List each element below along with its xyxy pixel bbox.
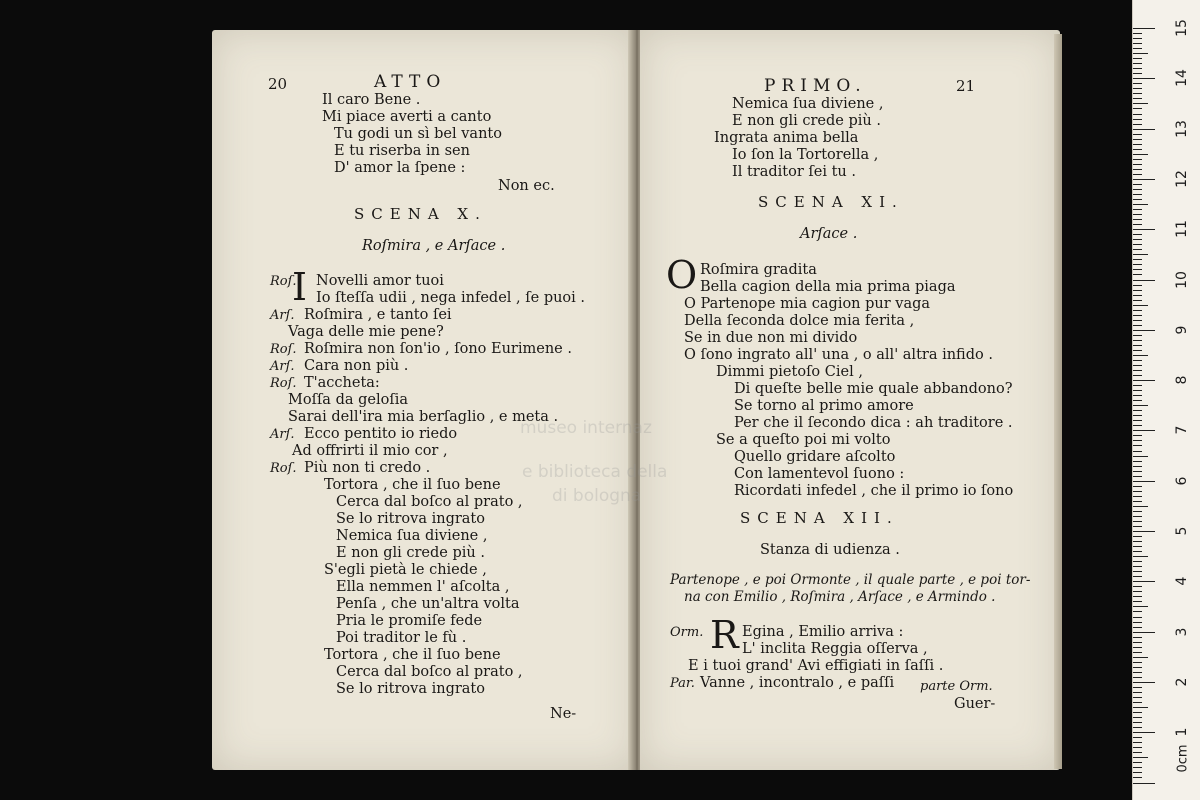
ruler-tick: [1133, 435, 1142, 436]
ruler-tick: [1133, 119, 1142, 120]
ruler-tick: [1133, 169, 1142, 170]
aside-direction: parte Orm.: [920, 679, 993, 694]
ruler-tick: [1133, 149, 1142, 150]
monologue-line: O Partenope mia cagion pur vaga: [684, 296, 931, 312]
ruler-tick: [1133, 581, 1155, 582]
ruler-tick: [1133, 506, 1148, 507]
ruler-tick: [1133, 58, 1142, 59]
verse-line: E tu riserba in sen: [334, 143, 470, 159]
speaker-label: Roſ.: [270, 274, 297, 289]
ruler-tick: [1133, 456, 1148, 457]
ruler-tick: [1133, 430, 1155, 431]
ruler-number: 10: [1174, 270, 1190, 289]
ruler-tick: [1133, 219, 1142, 220]
dialogue-line: Ella nemmen l' aſcolta ,: [336, 579, 510, 595]
ruler-tick: [1133, 591, 1142, 592]
ruler-tick: [1133, 440, 1142, 441]
ruler-tick: [1133, 340, 1142, 341]
ruler-tick: [1133, 214, 1142, 215]
ruler-tick: [1133, 78, 1155, 79]
ruler-number: 15: [1174, 19, 1190, 37]
dialogue-line: Se lo ritrova ingrato: [336, 681, 485, 697]
dialogue-line: Roſmira non ſon'io , ſono Eurimene .: [304, 341, 572, 357]
ruler-tick: [1133, 295, 1142, 296]
ruler-number: 13: [1174, 119, 1190, 138]
ruler-tick: [1133, 767, 1142, 768]
drop-cap: R: [710, 613, 739, 657]
catchword: Guer-: [954, 696, 996, 712]
dialogue-line: S'egli pietà le chiede ,: [324, 562, 487, 578]
ruler-tick: [1133, 315, 1142, 316]
verse-line: Il caro Bene .: [322, 92, 421, 108]
ruler-tick: [1133, 290, 1142, 291]
ruler-tick: [1133, 73, 1142, 74]
ruler-tick: [1133, 269, 1142, 270]
ruler-tick: [1133, 124, 1142, 125]
ruler-tick: [1133, 757, 1148, 758]
ruler-number: 11: [1174, 220, 1190, 239]
speaker-label: Orm.: [670, 625, 704, 640]
scene-title: SCENA XII.: [740, 509, 899, 527]
ruler-tick: [1133, 611, 1142, 612]
watermark-line: e biblioteca della: [522, 462, 668, 482]
verse-line: Non ec.: [498, 178, 555, 194]
speaker-label: Arſ.: [270, 359, 295, 374]
ruler-tick: [1133, 783, 1155, 784]
ruler-tick: [1133, 727, 1142, 728]
dialogue-line: Pria le promiſe fede: [336, 613, 483, 629]
ruler-number: 14: [1174, 69, 1190, 88]
monologue-line: Bella cagion della mia prima piaga: [700, 279, 956, 295]
ruler-tick: [1133, 144, 1142, 145]
ruler-tick: [1133, 325, 1142, 326]
monologue-line: Se a queſto poi mi volto: [716, 432, 891, 448]
ruler-tick: [1133, 335, 1142, 336]
ruler-tick: [1133, 320, 1142, 321]
monologue-line: Se in due non mi divido: [684, 330, 858, 346]
ruler-tick: [1133, 461, 1142, 462]
ruler-tick: [1133, 410, 1142, 411]
ruler-tick: [1133, 134, 1142, 135]
dialogue-line: Vanne , incontralo , e paſſi: [700, 675, 895, 691]
dialogue-line: Poi traditor le fù .: [336, 630, 467, 646]
ruler-tick: [1133, 516, 1142, 517]
ruler-unit-label: 0cm: [1175, 744, 1191, 773]
monologue-line: Quello gridare aſcolto: [734, 449, 896, 465]
ruler-tick: [1133, 662, 1142, 663]
dialogue-line: Cerca dal boſco al prato ,: [336, 494, 523, 510]
ruler-tick: [1133, 370, 1142, 371]
ruler-tick: [1133, 254, 1148, 255]
ruler-tick: [1133, 772, 1142, 773]
watermark-line: museo internaz: [520, 418, 652, 438]
dialogue-line: Se lo ritrova ingrato: [336, 511, 485, 527]
dialogue-line: Ad offrirti il mio cor ,: [292, 443, 448, 459]
ruler-tick: [1133, 129, 1155, 130]
stage-direction: Partenope , e poi Ormonte , il quale parte , e poi tor-: [670, 572, 1031, 588]
ruler-tick: [1133, 88, 1142, 89]
ruler-number: 4: [1174, 576, 1190, 586]
ruler-tick: [1133, 511, 1142, 512]
ruler-tick: [1133, 586, 1142, 587]
ruler-tick: [1133, 667, 1142, 668]
page-number: 20: [268, 75, 288, 93]
dialogue-line: Tortora , che il ſuo bene: [324, 647, 501, 663]
ruler-tick: [1133, 405, 1148, 406]
ruler-tick: [1133, 53, 1148, 54]
ruler-tick: [1133, 601, 1142, 602]
verse-line: Ingrata anima bella: [714, 130, 859, 146]
running-header: PRIMO.: [764, 76, 867, 96]
ruler-tick: [1133, 702, 1142, 703]
dialogue-line: L' inclita Reggia oſſerva ,: [742, 641, 928, 657]
ruler-tick: [1133, 194, 1142, 195]
dialogue-line: Moſſa da geloſia: [288, 392, 408, 408]
ruler-tick: [1133, 285, 1142, 286]
ruler-tick: [1133, 521, 1142, 522]
ruler-tick: [1133, 486, 1142, 487]
monologue-line: Roſmira gradita: [700, 262, 817, 278]
ruler-tick: [1133, 622, 1142, 623]
ruler-tick: [1133, 707, 1148, 708]
ruler-tick: [1133, 33, 1142, 34]
ruler-tick: [1133, 556, 1148, 557]
ruler-tick: [1133, 752, 1142, 753]
ruler-tick: [1133, 692, 1142, 693]
speaker-label: Roſ.: [270, 461, 297, 476]
speaker-label: Par.: [670, 676, 695, 691]
ruler-tick: [1133, 561, 1142, 562]
ruler-tick: [1133, 360, 1142, 361]
ruler-tick: [1133, 204, 1148, 205]
ruler-tick: [1133, 365, 1142, 366]
ruler-tick: [1133, 596, 1142, 597]
ruler-tick: [1133, 576, 1142, 577]
ruler-tick: [1133, 546, 1142, 547]
ruler-tick: [1133, 471, 1142, 472]
ruler-tick: [1133, 28, 1155, 29]
ruler-tick: [1133, 777, 1142, 778]
drop-cap: I: [292, 265, 308, 309]
monologue-line: Della ſeconda dolce mia ferita ,: [684, 313, 915, 329]
page-edge: [1054, 34, 1062, 769]
dialogue-line: E i tuoi grand' Avi effigiati in ſaſſi .: [688, 658, 944, 674]
ruler-tick: [1133, 184, 1142, 185]
ruler-tick: [1133, 305, 1148, 306]
ruler-number: 12: [1174, 169, 1190, 188]
ruler-tick: [1133, 652, 1142, 653]
ruler-tick: [1133, 687, 1142, 688]
ruler-tick: [1133, 244, 1142, 245]
dialogue-line: Cara non più .: [304, 358, 409, 374]
ruler-tick: [1133, 380, 1155, 381]
verse-line: E non gli crede più .: [732, 113, 881, 129]
ruler-tick: [1133, 98, 1142, 99]
ruler-tick: [1133, 496, 1142, 497]
ruler-tick: [1133, 737, 1142, 738]
ruler-tick: [1133, 536, 1142, 537]
ruler-tick: [1133, 712, 1142, 713]
ruler-tick: [1133, 762, 1142, 763]
ruler-number: 7: [1174, 425, 1190, 435]
scene-title: SCENA XI.: [758, 193, 904, 211]
ruler-tick: [1133, 642, 1142, 643]
ruler-tick: [1133, 717, 1142, 718]
dialogue-line: E non gli crede più .: [336, 545, 485, 561]
ruler-tick: [1133, 657, 1148, 658]
ruler-tick: [1133, 531, 1155, 532]
ruler-tick: [1133, 445, 1142, 446]
scene-characters: Arſace .: [800, 226, 858, 242]
verse-line: Nemica ſua diviene ,: [732, 96, 884, 112]
ruler-tick: [1133, 551, 1142, 552]
speaker-label: Arſ.: [270, 308, 295, 323]
monologue-line: Per che il ſecondo dica : ah traditore .: [734, 415, 1013, 431]
ruler-tick: [1133, 415, 1142, 416]
ruler-tick: [1133, 249, 1142, 250]
ruler-tick: [1133, 264, 1142, 265]
stage-direction: na con Emilio , Roſmira , Arſace , e Armindo .: [684, 589, 996, 605]
ruler-tick: [1133, 501, 1142, 502]
ruler-tick: [1133, 139, 1142, 140]
ruler-tick: [1133, 566, 1142, 567]
ruler-tick: [1133, 68, 1142, 69]
ruler-tick: [1133, 199, 1142, 200]
ruler-number: 5: [1174, 526, 1190, 536]
verse-line: Mi piace averti a canto: [322, 109, 492, 125]
scene-title: SCENA X.: [354, 205, 487, 223]
ruler-tick: [1133, 571, 1142, 572]
verse-line: D' amor la ſpene :: [334, 160, 466, 176]
ruler-tick: [1133, 108, 1142, 109]
ruler-number: 1: [1174, 727, 1190, 737]
ruler-tick: [1133, 491, 1142, 492]
scene-setting: Stanza di udienza .: [760, 542, 900, 558]
ruler-tick: [1133, 526, 1142, 527]
scene-characters: Roſmira , e Arſace .: [362, 238, 506, 254]
ruler-tick: [1133, 672, 1142, 673]
catchword: Ne-: [550, 706, 577, 722]
monologue-line: Con lamentevol ſuono :: [734, 466, 905, 482]
dialogue-line: Penſa , che un'altra volta: [336, 596, 520, 612]
ruler-tick: [1133, 747, 1142, 748]
speaker-label: Roſ.: [270, 342, 297, 357]
right-page: [640, 30, 1060, 770]
dialogue-line: Vaga delle mie pene?: [288, 324, 444, 340]
ruler-tick: [1133, 93, 1142, 94]
ruler-number: 9: [1174, 325, 1190, 335]
ruler-tick: [1133, 229, 1155, 230]
ruler-tick: [1133, 481, 1155, 482]
running-header: ATTO: [374, 72, 447, 92]
ruler-tick: [1133, 425, 1142, 426]
ruler-tick: [1133, 647, 1142, 648]
dialogue-line: Egina , Emilio arriva :: [742, 624, 904, 640]
ruler-tick: [1133, 274, 1142, 275]
ruler-tick: [1133, 300, 1142, 301]
verse-line: Il traditor ſei tu .: [732, 164, 856, 180]
ruler-tick: [1133, 732, 1155, 733]
ruler-tick: [1133, 159, 1142, 160]
ruler-tick: [1133, 355, 1148, 356]
ruler-tick: [1133, 239, 1142, 240]
dialogue-line: Io ſteſſa udii , nega infedel , ſe puoi .: [316, 290, 586, 306]
ruler-tick: [1133, 43, 1142, 44]
ruler-tick: [1133, 330, 1155, 331]
ruler-tick: [1133, 722, 1142, 723]
dialogue-line: T'accheta:: [304, 375, 380, 391]
dialogue-line: Ecco pentito io riedo: [304, 426, 458, 442]
ruler-tick: [1133, 259, 1142, 260]
page-number: 21: [956, 77, 976, 95]
monologue-line: Se torno al primo amore: [734, 398, 914, 414]
ruler-tick: [1133, 174, 1142, 175]
ruler-tick: [1133, 476, 1142, 477]
ruler-tick: [1133, 466, 1142, 467]
ruler-tick: [1133, 375, 1142, 376]
ruler-tick: [1133, 48, 1142, 49]
ruler-tick: [1133, 541, 1142, 542]
ruler-tick: [1133, 632, 1155, 633]
ruler-tick: [1133, 390, 1142, 391]
dialogue-line: Cerca dal boſco al prato ,: [336, 664, 523, 680]
measurement-ruler: [1132, 0, 1200, 800]
ruler-tick: [1133, 114, 1142, 115]
ruler-tick: [1133, 38, 1142, 39]
ruler-tick: [1133, 83, 1142, 84]
ruler-tick: [1133, 103, 1148, 104]
speaker-label: Arſ.: [270, 427, 295, 442]
dialogue-line: Più non ti credo .: [304, 460, 431, 476]
monologue-line: Dimmi pietoſo Ciel ,: [716, 364, 863, 380]
ruler-tick: [1133, 234, 1142, 235]
ruler-tick: [1133, 189, 1142, 190]
ruler-tick: [1133, 451, 1142, 452]
ruler-number: 6: [1174, 476, 1190, 486]
verse-line: Tu godi un sì bel vanto: [334, 126, 502, 142]
ruler-tick: [1133, 224, 1142, 225]
ruler-tick: [1133, 179, 1155, 180]
monologue-line: Di queſte belle mie quale abbandono?: [734, 381, 1013, 397]
ruler-tick: [1133, 637, 1142, 638]
monologue-line: Ricordati infedel , che il primo io ſono: [734, 483, 1014, 499]
dialogue-line: Tortora , che il ſuo bene: [324, 477, 501, 493]
ruler-tick: [1133, 420, 1142, 421]
ruler-tick: [1133, 395, 1142, 396]
ruler-tick: [1133, 350, 1142, 351]
ruler-tick: [1133, 63, 1142, 64]
monologue-line: O ſono ingrato all' una , o all' altra infido .: [684, 347, 993, 363]
ruler-tick: [1133, 154, 1148, 155]
ruler-tick: [1133, 697, 1142, 698]
dialogue-line: Nemica ſua diviene ,: [336, 528, 488, 544]
verse-line: Io ſon la Tortorella ,: [732, 147, 879, 163]
watermark-line: di bologna: [552, 486, 642, 506]
ruler-tick: [1133, 209, 1142, 210]
ruler-tick: [1133, 742, 1142, 743]
ruler-number: 8: [1174, 375, 1190, 385]
ruler-tick: [1133, 310, 1142, 311]
ruler-tick: [1133, 345, 1142, 346]
ruler-tick: [1133, 400, 1142, 401]
dialogue-line: Roſmira , e tanto ſei: [304, 307, 452, 323]
ruler-tick: [1133, 606, 1148, 607]
drop-cap: O: [666, 253, 698, 297]
left-page: [212, 30, 636, 770]
ruler-tick: [1133, 164, 1142, 165]
speaker-label: Roſ.: [270, 376, 297, 391]
dialogue-line: Sarai dell'ira mia berſaglio , e meta .: [288, 409, 559, 425]
ruler-number: 3: [1174, 627, 1190, 637]
ruler-tick: [1133, 280, 1155, 281]
ruler-number: 2: [1174, 677, 1190, 687]
dialogue-line: Novelli amor tuoi: [316, 273, 444, 289]
ruler-tick: [1133, 385, 1142, 386]
ruler-tick: [1133, 627, 1142, 628]
ruler-tick: [1133, 617, 1142, 618]
ruler-tick: [1133, 682, 1155, 683]
ruler-tick: [1133, 677, 1142, 678]
